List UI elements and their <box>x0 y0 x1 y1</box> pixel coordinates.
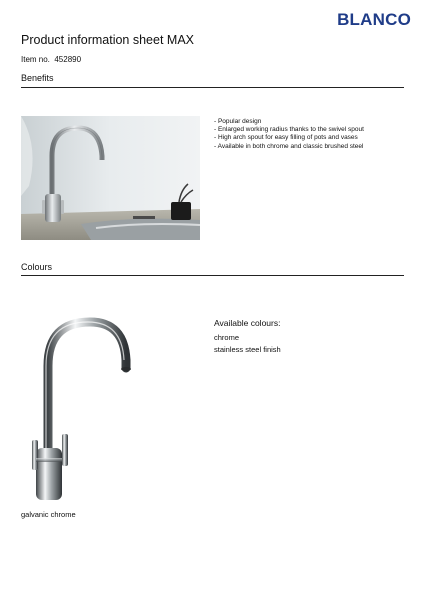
brand-logo: BLANCO <box>337 10 411 29</box>
benefit-item: - Enlarged working radius thanks to the swivel spout <box>214 126 364 134</box>
benefit-item: - Available in both chrome and classic brushed steel <box>214 142 364 150</box>
kitchen-photo-illustration <box>21 116 200 240</box>
colours-divider <box>21 275 404 276</box>
benefits-divider <box>21 87 404 88</box>
kitchen-photo <box>21 116 200 240</box>
item-number-label: Item no. <box>21 55 50 64</box>
tap-illustration <box>24 308 140 500</box>
benefit-item: - Popular design <box>214 118 262 125</box>
item-number-value: 452890 <box>54 55 82 64</box>
benefit-item: - High arch spout for easy filling of pots and vases <box>214 134 358 142</box>
colour-option: chrome <box>214 333 240 342</box>
benefits-heading: Benefits <box>21 73 54 83</box>
page-title: Product information sheet MAX <box>21 33 194 47</box>
item-number <box>21 55 81 64</box>
tap-image-caption: galvanic chrome <box>21 510 76 519</box>
colour-option: stainless steel finish <box>214 345 281 354</box>
chrome-tap-image <box>24 308 140 500</box>
available-colours-label: Available colours: <box>214 318 281 328</box>
benefits-list <box>214 118 364 151</box>
colours-heading: Colours <box>21 262 53 272</box>
